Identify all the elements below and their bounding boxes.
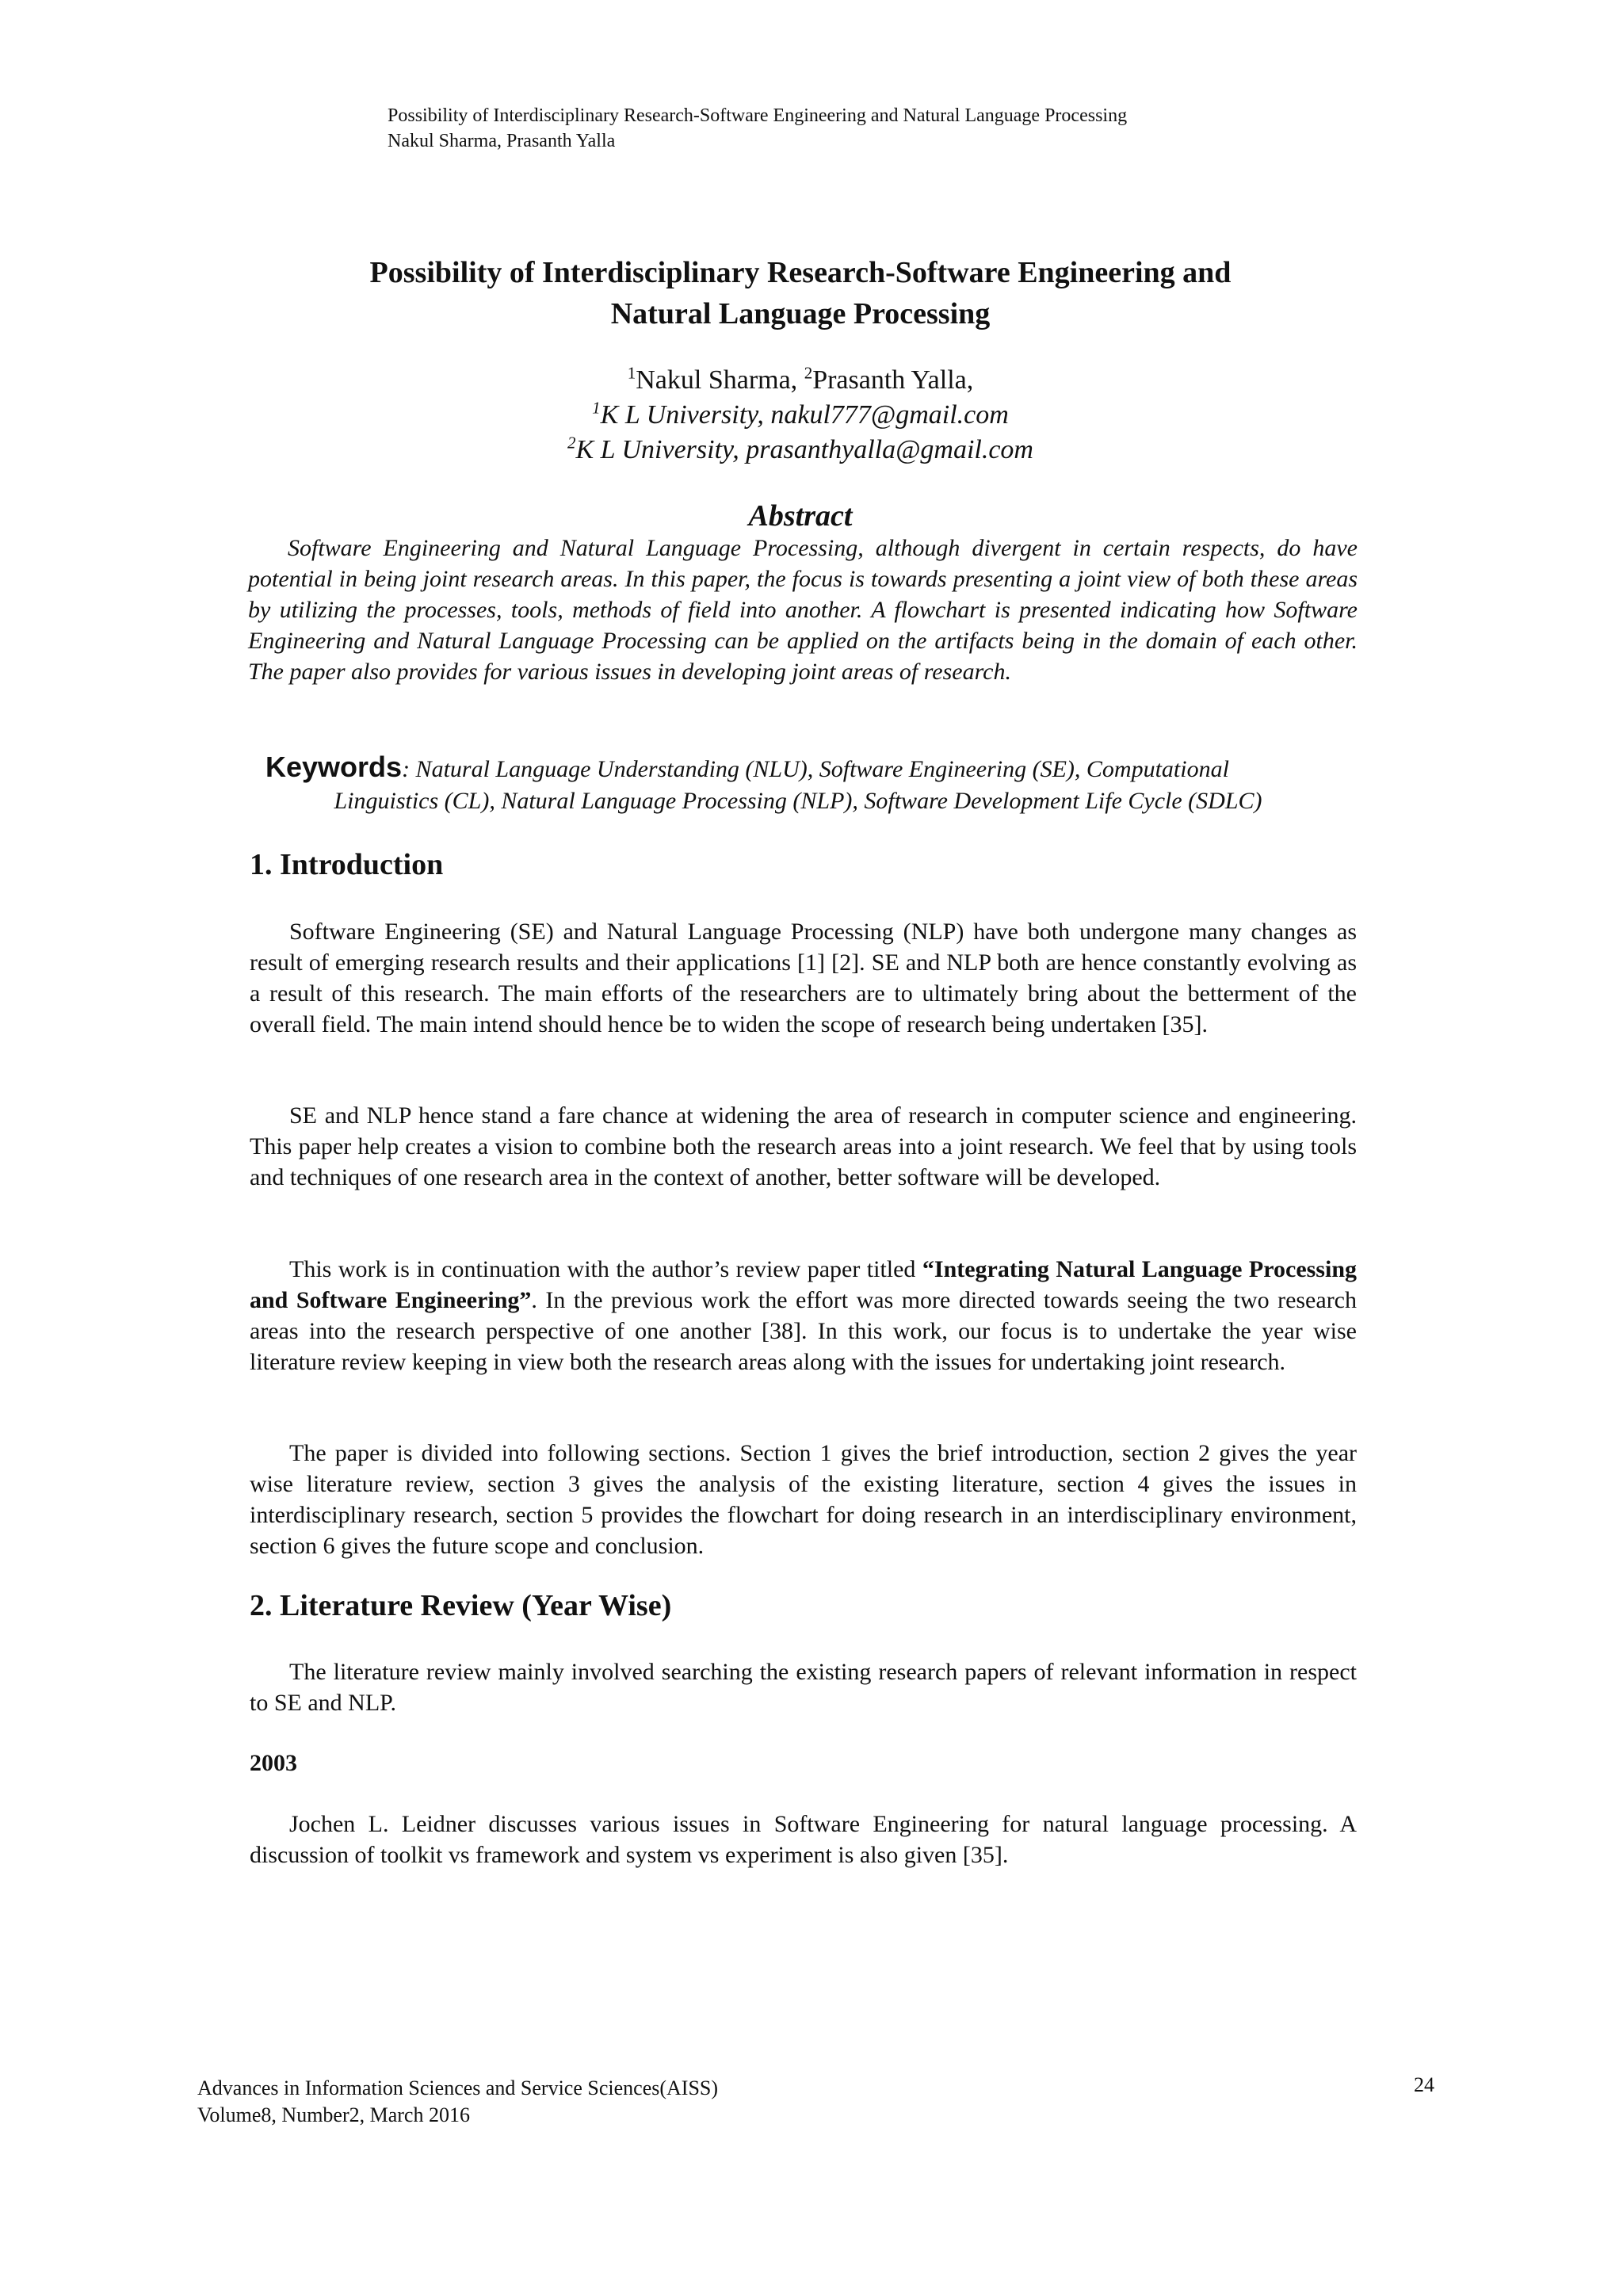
- paper-title-line1: Possibility of Interdisciplinary Research-Software Engineering and: [369, 256, 1232, 289]
- intro-paragraph-2: SE and NLP hence stand a fare chance at widening the area of research in computer science and engineering. This paper help creates a vision to combine both the research areas into a joint research. We feel that by using tools and techniques of one research area in the context of another, better software will be developed.: [250, 1102, 1357, 1190]
- keywords-label: Keywords: [265, 751, 403, 783]
- author2-superscript: 2: [804, 363, 813, 383]
- intro-paragraph-3-end: . In the previous work the effort was more directed towards seeing the two research areas into the research perspective of one another [38]. In this work, our focus is to undertake the year wise literature review keeping in view both the research areas along with the issues for undertaking joint research.: [250, 1287, 1357, 1375]
- author1-name: Nakul Sharma,: [636, 365, 804, 395]
- intro-paragraph-3-start: This work is in continuation with the author’s review paper titled: [289, 1256, 922, 1282]
- affiliation1-superscript: 1: [592, 398, 601, 418]
- paper-title-line2: Natural Language Processing: [610, 297, 991, 330]
- intro-paragraph-4: The paper is divided into following sections. Section 1 gives the brief introduction, section 2 gives the year wise literature review, section 3 gives the analysis of the existing literature, section 4 gives the issues in interdisciplinary research, section 5 provides the flowchart for doing research in an interdisciplinary environment, section 6 gives the future scope and conclusion.: [250, 1440, 1357, 1559]
- keywords: [265, 751, 1343, 817]
- intro-paragraph-1: Software Engineering (SE) and Natural Language Processing (NLP) have both undergone many changes as result of emerging research results and their applications [1] [2]. SE and NLP both are hence constantly evolving as a result of this research. The main efforts of the researchers are to ultimately bring about the betterment of the overall field. The main intend should hence be to widen the scope of research being undertaken [35].: [250, 919, 1357, 1037]
- keywords-line2: Linguistics (CL), Natural Language Processing (NLP), Software Development Life Cycle (SDLC): [334, 788, 1262, 814]
- affiliation-1: [198, 398, 1403, 433]
- abstract-body: Software Engineering and Natural Language Processing, although divergent in certain respects, do have potential in being joint research areas. In this paper, the focus is towards presenting a joint view of both these areas by utilizing the processes, tools, methods of field into another. A flowchart is presented indicating how Software Engineering and Natural Language Processing can be applied on the artifacts being in the domain of each other. The paper also provides for various issues in developing joint areas of research.: [248, 535, 1358, 685]
- literature-paragraph-2: Jochen L. Leidner discusses various issues in Software Engineering for natural language processing. A discussion of toolkit vs framework and system vs experiment is also given [35].: [250, 1811, 1357, 1868]
- running-header-authors: Nakul Sharma, Prasanth Yalla: [388, 131, 616, 151]
- abstract-heading: Abstract: [748, 499, 853, 533]
- page-number: 24: [1414, 2073, 1434, 2096]
- literature-paragraph-1: The literature review mainly involved searching the existing research papers of relevant information in respect to SE and NLP.: [250, 1659, 1357, 1716]
- intro-paragraph-3: [250, 1254, 1357, 1377]
- footer-volume: Volume8, Number2, March 2016: [197, 2103, 470, 2126]
- running-header-title: Possibility of Interdisciplinary Research-Software Engineering and Natural Language Processing: [388, 105, 1128, 126]
- author-block: [198, 363, 1403, 468]
- affiliation1-text: K L University, nakul777@gmail.com: [600, 400, 1009, 430]
- cited-paper-title: “Integrating Natural Language Processing and Software Engineering”: [250, 1256, 1358, 1313]
- affiliation2-text: K L University, prasanthyalla@gmail.com: [575, 435, 1033, 464]
- author-names: [198, 363, 1403, 398]
- paper-title: [198, 252, 1403, 334]
- section-heading-literature-review: 2. Literature Review (Year Wise): [250, 1589, 672, 1622]
- running-header: [388, 103, 1127, 154]
- footer-journal-info: [197, 2075, 718, 2129]
- affiliation-2: [198, 433, 1403, 468]
- keywords-line1: : Natural Language Understanding (NLU), Software Engineering (SE), Computational: [402, 756, 1229, 782]
- year-heading-2003: 2003: [250, 1750, 297, 1776]
- footer-journal-name: Advances in Information Sciences and Service Sciences(AISS): [197, 2076, 719, 2099]
- author1-superscript: 1: [627, 363, 636, 383]
- affiliation2-superscript: 2: [567, 433, 576, 453]
- section-heading-introduction: 1. Introduction: [250, 848, 444, 881]
- author2-name: Prasanth Yalla,: [812, 365, 974, 395]
